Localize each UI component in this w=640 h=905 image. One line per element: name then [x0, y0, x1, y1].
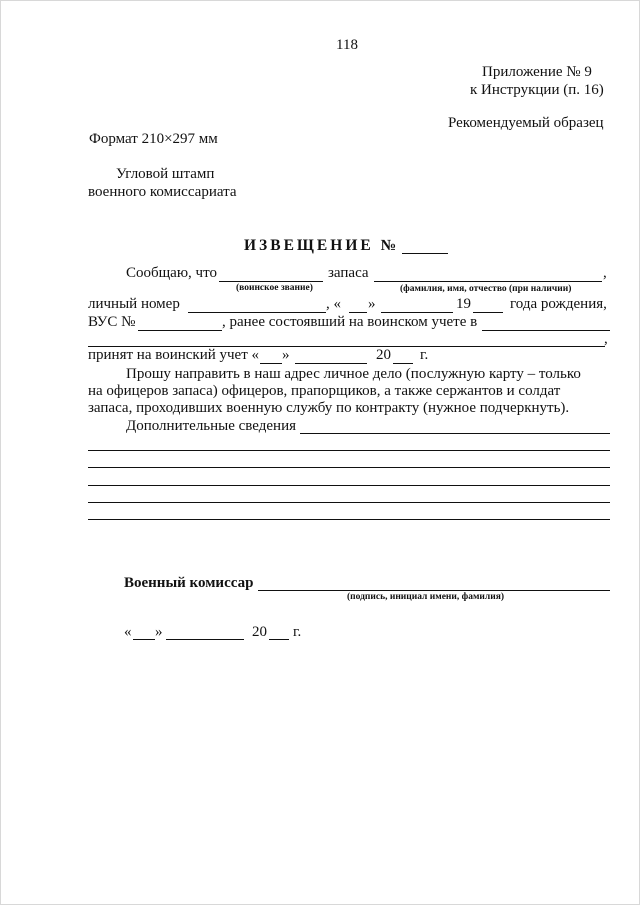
date-day-field[interactable]: [133, 639, 155, 640]
line4-comma: ,: [604, 331, 608, 347]
line1-intro: Сообщаю, что: [126, 265, 217, 281]
additional-info-line-3[interactable]: [88, 467, 610, 468]
stamp-line-2: военного комиссариата: [88, 184, 237, 200]
additional-info-line-6[interactable]: [88, 519, 610, 520]
date-month-field[interactable]: [166, 639, 244, 640]
commissar-label: Военный комиссар: [124, 575, 254, 591]
rank-hint: (воинское звание): [236, 283, 313, 293]
accepted-year-field[interactable]: [393, 363, 413, 364]
additional-info-label: Дополнительные сведения: [126, 418, 297, 434]
line2-quote-open: , «: [326, 296, 341, 312]
instruction-reference: к Инструкции (п. 16): [470, 82, 604, 98]
line2-quote-close: »: [368, 296, 376, 312]
date-quote-open: «: [124, 624, 132, 640]
request-paragraph-line-2: на офицеров запаса) офицеров, прапорщиков, а также сержантов и солдат: [88, 383, 561, 399]
line2-year-prefix: 19: [456, 296, 471, 312]
signature-hint: (подпись, инициал имени, фамилия): [347, 592, 504, 602]
notice-number-field[interactable]: [402, 253, 448, 254]
line5-quote-close: »: [282, 347, 290, 363]
line3-registered-in: , ранее состоявший на воинском учете в: [222, 314, 478, 330]
full-name-field[interactable]: [374, 281, 602, 282]
date-quote-close: »: [155, 624, 163, 640]
line2-personal-number: личный номер: [88, 296, 180, 312]
date-year-field[interactable]: [269, 639, 289, 640]
line5-accepted: принят на воинский учет «: [88, 347, 260, 363]
line1-reserve: запаса: [328, 265, 369, 281]
format-note: Формат 210×297 мм: [89, 131, 218, 147]
sample-label: Рекомендуемый образец: [448, 115, 604, 131]
line5-year-suffix: г.: [420, 347, 429, 363]
stamp-line-1: Угловой штамп: [116, 166, 215, 182]
accepted-month-field[interactable]: [295, 363, 367, 364]
request-paragraph-line-1: Прошу направить в наш адрес личное дело (послужную карту – только: [126, 366, 581, 382]
commissar-signature-field[interactable]: [258, 590, 610, 591]
rank-field[interactable]: [219, 281, 323, 282]
additional-info-field[interactable]: [300, 433, 610, 434]
date-year-suffix: г.: [293, 624, 302, 640]
document-title: ИЗВЕЩЕНИЕ №: [244, 237, 400, 254]
page-number: 118: [336, 37, 358, 53]
request-paragraph-line-3: запаса, проходивших военную службу по контракту (нужное подчеркнуть).: [88, 400, 570, 416]
line3-vus: ВУС №: [88, 314, 136, 330]
previous-registration-field[interactable]: [482, 330, 610, 331]
additional-info-line-4[interactable]: [88, 485, 610, 486]
vus-field[interactable]: [138, 330, 222, 331]
line5-year-prefix: 20: [376, 347, 391, 363]
additional-info-line-5[interactable]: [88, 502, 610, 503]
date-year-prefix: 20: [252, 624, 267, 640]
appendix-label: Приложение № 9: [482, 64, 592, 80]
birth-year-field[interactable]: [473, 312, 503, 313]
personal-number-field[interactable]: [188, 312, 326, 313]
line2-birth-label: года рождения,: [510, 296, 607, 312]
accepted-day-field[interactable]: [260, 363, 282, 364]
birth-day-field[interactable]: [349, 312, 367, 313]
birth-month-field[interactable]: [381, 312, 453, 313]
line1-comma: ,: [603, 265, 607, 281]
name-hint: (фамилия, имя, отчество (при наличии): [400, 284, 572, 294]
additional-info-line-2[interactable]: [88, 450, 610, 451]
